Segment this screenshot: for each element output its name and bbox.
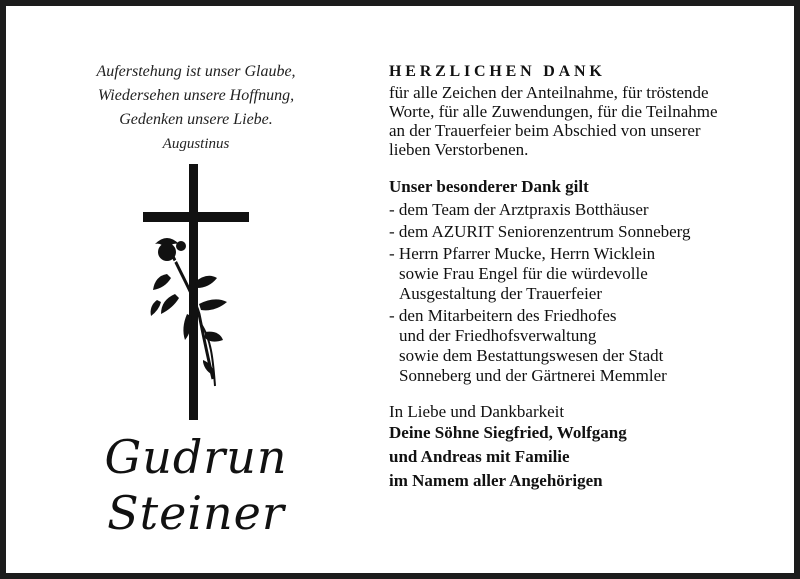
signature-line: im Namem aller Angehörigen [389,471,603,490]
list-item [389,222,769,242]
list-item-line: sowie Frau Engel für die würdevolle [399,264,648,283]
quote-author: Augustinus [162,136,230,152]
cross-with-rose-icon [141,164,251,424]
list-item [389,200,769,220]
list-item-line: - dem AZURIT Seniorenzentrum Sonneberg [389,222,691,241]
list-item-line: und der Friedhofsverwaltung [399,326,597,345]
thanks-list [389,200,769,386]
list-item [389,244,769,304]
signature-line: Deine Söhne Siegfried, Wolfgang [389,423,627,442]
closing [389,402,769,493]
deceased-last-name: Steiner [107,486,285,540]
right-column [389,62,769,493]
list-item-line: sowie dem Bestattungswesen der Stadt [399,346,664,365]
deceased-first-name: Gudrun [104,430,288,484]
thanks-intro [389,83,769,159]
list-item-line: Ausgestaltung der Trauerfeier [399,284,603,303]
quote [26,60,366,132]
quote-line: Gedenken unsere Liebe. [119,111,273,128]
signature-line: und Andreas mit Familie [389,447,570,466]
special-thanks-heading: Unser besonderer Dank gilt [389,177,589,196]
list-item-line: - dem Team der Arztpraxis Botthäuser [389,200,649,219]
quote-line: Auferstehung ist unser Glaube, [96,63,296,80]
list-item-line: Sonneberg und der Gärtnerei Memmler [399,366,667,385]
intro-line: Worte, für alle Zuwendungen, für die Teilnahme [389,102,718,121]
left-column [26,46,366,566]
list-item-line: - den Mitarbeitern des Friedhofes [389,306,617,325]
quote-line: Wiedersehen unsere Hoffnung, [97,87,295,104]
intro-line: lieben Verstorbenen. [389,140,529,159]
list-item [389,306,769,386]
closing-greeting: In Liebe und Dankbarkeit [389,402,565,421]
thanks-heading: HERZLICHEN DANK [389,63,606,80]
intro-line: für alle Zeichen der Anteilnahme, für tröstende [389,83,709,102]
intro-line: an der Trauerfeier beim Abschied von unserer [389,121,701,140]
list-item-line: - Herrn Pfarrer Mucke, Herrn Wicklein [389,244,656,263]
